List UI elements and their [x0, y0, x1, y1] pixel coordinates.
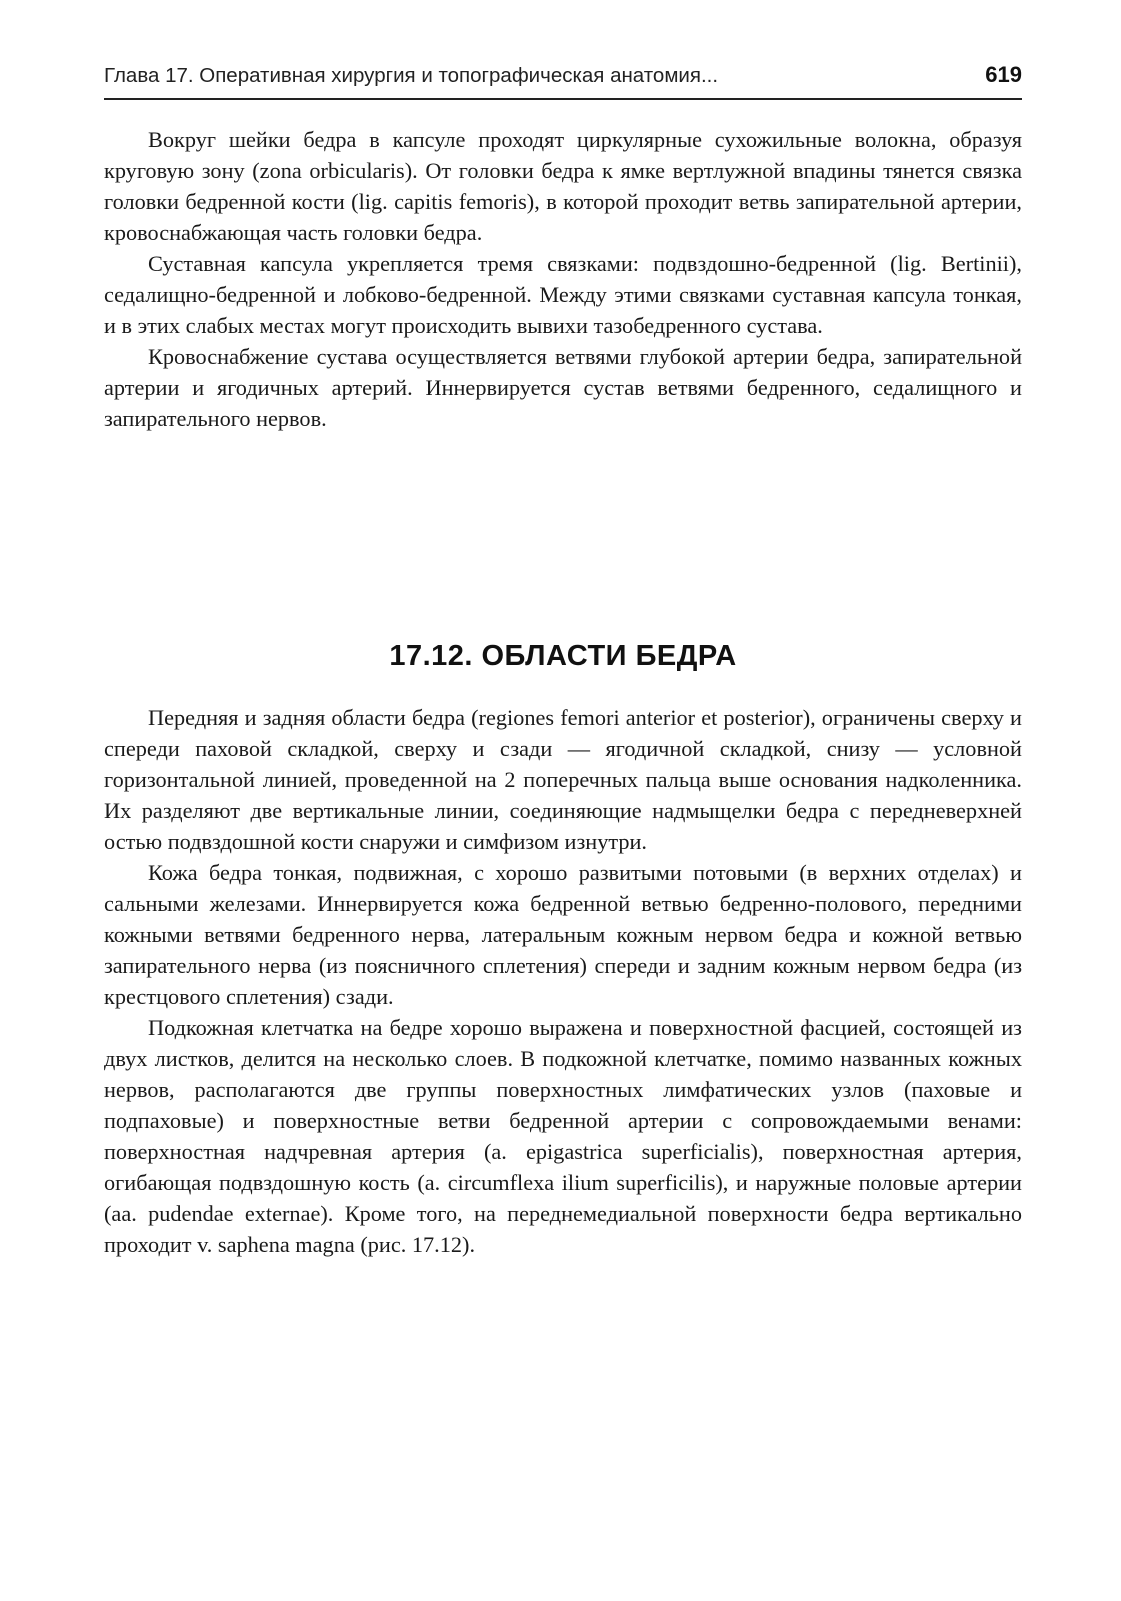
page-number: 619 [985, 62, 1022, 87]
paragraph: Кожа бедра тонкая, подвижная, с хорошо развитыми потовыми (в верхних отделах) и сальными железами. Иннервируется кожа бедренной ветвью бедренно-полового, передними кожными ветвями бедренного нерва, латеральным кожным нервом бедра и кожной ветвью запирательного нерва (из поясничного сплетения) спереди и задним кожным нервом бедра (из крестцового сплетения) сзади. [104, 860, 1022, 1009]
paragraph: Кровоснабжение сустава осуществляется ветвями глубокой артерии бедра, запирательной артерии и ягодичных артерий. Иннервируется сустав ветвями бедренного, седалищного и запирательного нервов. [104, 344, 1022, 431]
chapter-title: Глава 17. Оперативная хирургия и топографическая анатомия... [104, 64, 719, 87]
running-header [104, 62, 1022, 100]
section-heading: 17.12. ОБЛАСТИ БЕДРА [389, 640, 737, 672]
text-block-hip-joint [104, 124, 1022, 434]
paragraph: Передняя и задняя области бедра (regiones femori anterior et posterior), ограничены сверху и спереди паховой складкой, сверху и сзади — ягодичной складкой, снизу — условной горизонтальной линией, проведенной на 2 поперечных пальца выше основания надколенника. Их разделяют две вертикальные линии, соединяющие надмыщелки бедра с передневерхней остью подвздошной кости снаружи и симфизом изнутри. [104, 705, 1022, 854]
text-block-thigh-regions [104, 702, 1022, 1260]
paragraph: Вокруг шейки бедра в капсуле проходят циркулярные сухожильные волокна, образуя круговую зону (zona orbicularis). От головки бедра к ямке вертлужной впадины тянется связка головки бедренной кости (lig. capitis femoris), в которой проходит ветвь запирательной артерии, кровоснабжающая часть головки бедра. [104, 127, 1022, 245]
paragraph: Суставная капсула укрепляется тремя связками: подвздошно-бедренной (lig. Bertinii), седалищно-бедренной и лобково-бедренной. Между этими связками суставная капсула тонкая, и в этих слабых местах могут происходить вывихи тазобедренного сустава. [104, 251, 1022, 338]
paragraph: Подкожная клетчатка на бедре хорошо выражена и поверхностной фасцией, состоящей из двух листков, делится на несколько слоев. В подкожной клетчатке, помимо названных кожных нервов, располагаются две группы поверхностных лимфатических узлов (паховые и подпаховые) и поверхностные ветви бедренной артерии с сопровождаемыми венами: поверхностная надчревная артерия (a. epigastrica superficialis), поверхностная артерия, огибающая подвздошную кость (a. circumflexa ilium superficilis), и наружные половые артерии (aa. pudendae externae). Кроме того, на переднемедиальной поверхности бедра вертикально проходит v. saphena magna (рис. 17.12). [104, 1015, 1022, 1257]
